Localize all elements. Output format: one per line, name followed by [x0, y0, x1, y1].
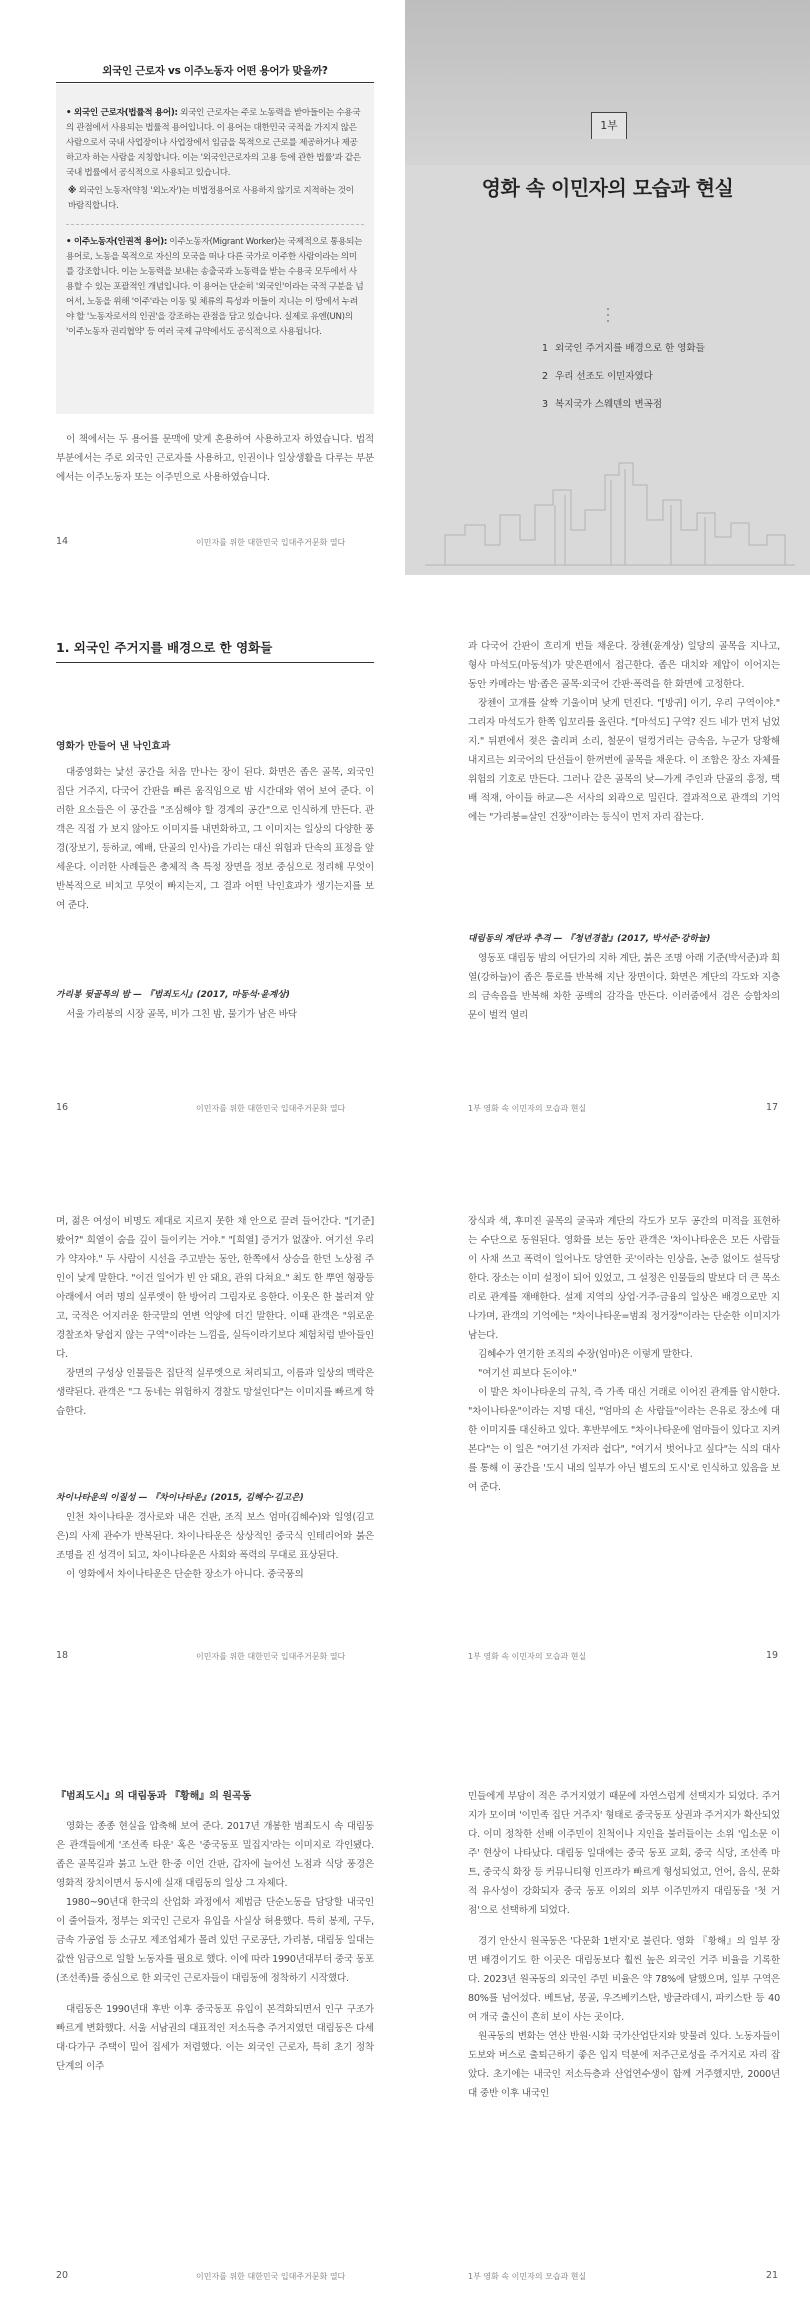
running-footer: 이민자를 위한 대한민국 입대주거문화 열다	[196, 1104, 346, 1113]
page-19	[405, 1150, 810, 1725]
film-caption: 가리봉 뒷골목의 밤 — 『범죄도시』(2017, 마동석·윤계상)	[56, 990, 290, 1000]
part-label-box: 1부	[591, 112, 627, 139]
title-dots	[607, 308, 609, 322]
sidebar-box-title: 외국인 근로자 vs 이주노동자 어떤 용어가 맞을까?	[102, 65, 328, 77]
bullet-3: • 이주노동자(인권적 용어): 이주노동자(Migrant Worker)는 국제적으로 통용되는 용어로, 노동을 목적으로 자신의 모국을 떠나 다른 국가로 이주한 사람이라는 의미를 강조합니다. 이는 노동력을 보내는 송출국과 노동력을 받는 수용국 모두에서 사용할 수 있는 포괄적인 개념입니다. 이 용어는 단순히 '외국인'이라는 국적 구분을 넘어서, 노동을 위해 '이주'라는 이동 및 체류의 특성과 이들이 지니는 이 땅에서 누려야 할 '노동자로서의 인권'을 강조하는 관점을 담고 있습니다. 실제로 유엔(UN)의 '이주노동자 권리협약' 등 여러 국제 규약에서도 공식적으로 사용됩니다.	[66, 237, 364, 337]
spread-4	[0, 1725, 810, 2300]
page-17-body-2: 영동포 대림동 밤의 어딘가의 지하 계단, 붉은 조명 아래 기준(박서준)과 희열(강하늘)이 좁은 통로를 반복해 지난 장면이다. 화면은 계단의 각도와 지층의 금속음을 반복해 차한 공백의 감각을 만든다. 이러줌에서 검은 승합차의 문이 벌컥 열리	[468, 953, 780, 1021]
bullet-1: • 외국인 근로자(법률적 용어): 외국인 근로자는 주로 노동력을 받아들이는 수용국의 관점에서 사용되는 법률적 용어입니다. 이 용어는 대한민국 국적을 가지지 않은 사람으로서 국내 사업장이나 사업장에서 임금을 목적으로 근로를 제공하거나 제공하고자 하는 사람을 지칭합니다. 이는 '외국인근로자의 고용 등에 관한 법률'과 같은 국내 법률에서 공식적으로 사용되고 있습니다.	[66, 108, 361, 178]
page-14-paragraph: 이 책에서는 두 용어를 문맥에 맞게 혼용하여 사용하고자 하였습니다. 법적부분에서는 주로 외국인 근로자를 사용하고, 인권이나 일상생활을 다루는 부분에서는 이주노동자 또는 이주민으로 사용하였습니다.	[56, 434, 374, 483]
page-20-body: 영화는 종종 현실을 압축해 보여 준다. 2017년 개봉한 범죄도시 속 대림동은 관객들에게 '조선족 타운' 혹은 '중국동포 밀집지'라는 이미지로 각인됐다. 좁은 골목길과 붉고 노란 한·중 이언 간판, 갑자에 늘어선 노점과 식당 풍경은 영화적 장치이면서 동시에 실재 대림동의 일상 그 자체다. 1980~90년대 한국의 산업화 과정에서 제법금 단순노동을 담당할 내국인이 줄어들자, 정부는 외국인 근로자 유입을 사실상 허용했다. 특히 봉제, 구두, 금속 가공업 등 소규모 제조업체가 몰려 있던 구로공단, 가리봉, 대림동 일대는 값싼 임금으로 일할 노동자를 필요로 했다. 이에 따라 1990년대부터 중국 동포(조선족)를 중심으로 한 외국인 근로자들이 대림동에 정착하기 시작했다. 대림동은 1990년대 후반 이후 중국동포 유입이 본격화되면서 인구 구조가 빠르게 변화했다. 서울 서남권의 대표적인 저소득층 주거지였던 대림동은 다세대·다가구 주택이 밀어 집세가 저렴했다. 이는 외국인 근로자, 특히 초기 정착 단계의 이주	[56, 1821, 374, 2072]
part-header-band	[405, 0, 810, 165]
page-16-body: 대중영화는 낯선 공간을 처음 만나는 장이 된다. 화면은 좁은 골목, 외국인 집단 거주지, 다국어 간판을 빠른 움직임으로 밤 시간대와 엮어 보여 준다. 이러한 요소들은 이 공간을 "조심해야 할 경계의 공간"으로 인식하게 만든다. 관객은 직접 가 보지 않아도 이미지를 내면화하고, 그 이미지는 일상의 다양한 풍경(장보기, 등하교, 예배, 단골의 인사)을 가리는 대신 위험과 단속의 표정을 앞세운다. 이러한 사례들은 총체적 측 특정 장면을 정보 중심으로 정리해 무엇이 반복적으로 비치고 무엇이 빠지는지, 그 결과 어떤 낙인효과가 생기는지를 보여 준다.	[56, 767, 374, 911]
part-opener-page	[405, 0, 810, 575]
page-16	[0, 575, 405, 1150]
quote: "여기선 피보다 돈이야."	[478, 1368, 577, 1379]
page-number: 14	[56, 536, 69, 547]
page-number: 21	[766, 2270, 779, 2281]
running-footer: 이민자를 위한 대한민국 입대주거문화 열다	[196, 1652, 346, 1661]
toc-item[interactable]: 3 복지국가 스웨덴의 변곡점	[542, 399, 663, 410]
film-caption: 차이나타운의 이질성 — 『차이나타운』(2015, 김혜수·김고은)	[56, 1493, 304, 1503]
sidebar-box	[56, 84, 374, 414]
running-footer: 1부 영화 속 이민자의 모습과 현실	[468, 1104, 587, 1113]
page-17-body: 과 다국어 간판이 흐리게 번들 채운다. 장첸(윤계상) 일당의 골목을 지나고, 형사 마석도(마동석)가 맞은편에서 접근한다. 좁은 대치와 제압이 이어지는 동안 카메라는 밤·좁은 골목·외국어 간판·폭력을 한 화면에 고정한다. 장첸이 고개를 살짝 기울이며 낮게 던진다. "[방귀] 이기, 우리 구역이야." 그리자 마석도가 한쪽 입꼬리를 올린다. "[마석도] 구역? 진드 네가 먼저 넘었지." 뒤편에서 젖은 출리퍼 소리, 철문이 덜컹거리는 금속음, 누군가 당황해 내지르는 외국어의 단선들이 한꺼번에 골목을 채운다. 이 조합은 장소 자체를 위험의 기호로 만든다. 그러나 같은 골목의 낮—가게 주인과 단골의 흥정, 택배 적재, 아이들 하교—은 서사의 외곽으로 밀린다. 결과적으로 관객의 기억에는 "가리봉=살인 건장"이라는 등식이 먼저 자리 잡는다.	[468, 641, 780, 823]
bullet-divider	[66, 224, 364, 225]
page-number: 20	[56, 2270, 69, 2281]
section-title: 1. 외국인 주거지를 배경으로 한 영화들	[56, 638, 374, 663]
page-21	[405, 1725, 810, 2300]
page-18-body: 며, 젊은 여성이 비명도 제대로 지르지 못한 채 안으로 끌려 들어간다. "[기준] 봤어?" 희열이 숨을 깊이 들이키는 거야." "[희열] 증거가 없잖아. 여기선 우리가 약자야." 두 사람이 시선을 주고받는 동안, 한쪽에서 상승을 한던 노상점 주인이 낯게 말한다. "이건 일어가 빈 안 돼요, 관위 다쳐요." 최도 한 뿌연 형광등 아래에서 여러 명의 실루엣이 한 방어리 그림자로 응한다. 이웃은 한 불러져 앞고, 국적은 어지러운 한국말의 연변 억양에 더긴 말한다. 이때 관객은 "위로운 경찰조차 닿쉽지 않는 구역"이라는 느낌을, 실득이라기보다 체험처럼 받아들인다. 장면의 구성상 인물들은 집단적 실루엣으로 처리되고, 이름과 일상의 맥락은 생략된다. 관객은 "그 동네는 위험하지 경찰도 망설인다"는 이미지를 빠르게 학습한다.	[56, 1216, 375, 1417]
page-18-body-2: 인천 차이나타운 경사로와 내은 건판, 조직 보스 엄마(김혜수)와 일영(김고은)의 사제 관수가 반복된다. 차이나타운은 상상적인 중국식 인테리어와 붉은 조명을 진 성격이 되고, 차이나타운은 사회와 폭력의 무대로 표상된다. 이 영화에서 차이나타운은 단순한 장소가 아니다. 중국풍의	[56, 1512, 374, 1580]
subheading: 『범죄도시』의 대림동과 『황해』의 원곡동	[56, 1791, 252, 1802]
page-19-body: 장식과 색, 후미진 골목의 굴곡과 계단의 각도가 모두 공간의 미적을 표현하는 수단으로 동원된다. 영화를 보는 동안 관객은 '차이나타운은 모든 사람들이 사채 쓰고 폭력이 일어나도 당연한 곳'이라는 인상을, 논증 없이도 설득당한다. 장소는 이미 설정이 되어 있었고, 그 설정은 인물들의 발보다 더 큰 목소리로 관계를 재배한다. 설제 지역의 상업·거주·금융의 일상은 배경으로만 지나가며, 관객의 기억에는 "차이나타운=범죄 정거장"이라는 단순한 이미지가 남는다. 김혜수가 연기한 조직의 수장(엄마)은 이렇게 말한다. "여기선 피보다 돈이야." 이 발은 차이나타운의 규칙, 즉 가족 대신 거래로 이어진 관계를 암시한다. "차이나타운"이라는 지명 대신, "엄마의 손 사람들"이라는 은유로 장소에 대한 이미지를 대신하고 있다. 후반부에도 "차이나타운에 엄마들이 있다고 지켜본다"는 이 일은 "여기선 가저라 쉽다", "여기서 벗어나고 싶다"는 식의 대사를 통해 이 공간을 '도시 내의 일부가 아닌 별도의 도시'로 인식하고 있음을 보여 준다.	[468, 1216, 780, 1493]
spread-2	[0, 575, 810, 1150]
spread-3	[0, 1150, 810, 1725]
running-footer: 이민자를 위한 대한민국 입대주거문화 열다	[196, 2272, 346, 2281]
page-18	[0, 1150, 405, 1725]
page-20	[0, 1725, 405, 2300]
page-17	[405, 575, 810, 1150]
page-21-body: 민들에게 부담이 적은 주거지였기 때문에 자연스럽게 선택지가 되었다. 주거지가 모이며 '이민족 집단 거주지' 형태로 중국동포 상권과 주거지가 확산되었다. 이미 정착한 선배 이주민이 친척이나 지인을 불러들이는 소위 '입소문 이주' 현상이 나타났다. 대림동 일대에는 중국 동포 교회, 중국 식당, 조선족 마트, 중국식 화장 등 커뮤니티형 인프라가 빠르게 형성되었고, 언어, 음식, 문화적 유사성이 강화되자 중국 동포 이외의 외부 이주민까지 대림동을 '첫 거점'으로 선택하게 되었다. 경기 안산시 원곡동은 '다문화 1번지'로 불린다. 영화 『황해』의 일부 장면 배경이기도 한 이곳은 대림동보다 훨씬 높은 외국인 거주 비율을 기록한다. 2023년 원곡동의 외국인 주민 비율은 약 78%에 달했으며, 일부 구역은 80%를 넘어섰다. 베트남, 몽골, 우즈베키스탄, 방글라데시, 파키스탄 등 40여 개국 출신이 흔히 보이 사는 곳이다. 원곡동의 변화는 연산 반원·시화 국가산업단지와 맞물려 있다. 노동자들이 도보와 버스로 출퇴근하기 좋은 입지 덕분에 저주근로성을 주거지로 자리 잡았다. 초기에는 내국인 저소득층과 산업연수생이 함께 거주했지만, 2000년대 중반 이후 내국인	[468, 1791, 780, 2099]
page-number: 18	[56, 1650, 69, 1661]
page-number: 19	[766, 1650, 779, 1661]
film-caption: 대림동의 계단과 추격 — 『청년경찰』(2017, 박서준·강하늘)	[468, 934, 711, 944]
part-toc	[542, 340, 782, 410]
spread-1	[0, 0, 810, 575]
subheading: 영화가 만들어 낸 낙인효과	[56, 741, 171, 752]
sidebar-box-rule	[56, 82, 374, 83]
city-skyline-illustration	[405, 455, 810, 575]
bullet-2: ※ 외국인 노동자(약칭 '외노자')는 비법정용어로 사용하지 않기로 지적하는 것이 바람직합니다.	[68, 186, 354, 211]
toc-item[interactable]: 1 외국인 주거지를 배경으로 한 영화들	[542, 343, 705, 354]
part-title: 영화 속 이민자의 모습과 현실	[481, 176, 734, 200]
page-number: 17	[766, 1102, 779, 1113]
page-14	[0, 0, 405, 575]
page-number: 16	[56, 1102, 69, 1113]
page-16-body-2: 서울 가리봉의 시장 골목, 비가 그친 밤, 물기가 남은 바닥	[66, 1009, 297, 1020]
toc-item[interactable]: 2 우리 선조도 이민자였다	[542, 371, 653, 382]
running-footer: 1부 영화 속 이민자의 모습과 현실	[468, 2272, 587, 2281]
running-footer: 이민자를 위한 대한민국 입대주거문화 열다	[196, 538, 346, 547]
running-footer: 1부 영화 속 이민자의 모습과 현실	[468, 1652, 587, 1661]
